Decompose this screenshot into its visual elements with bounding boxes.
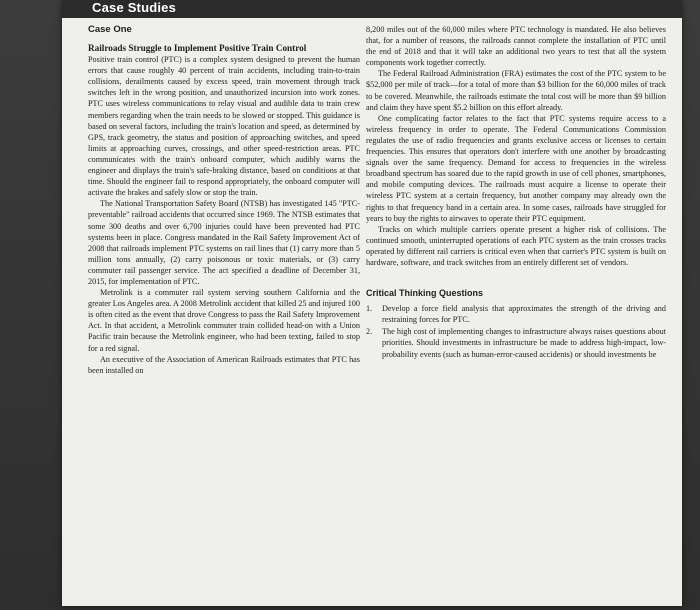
left-column xyxy=(88,24,360,376)
paragraph: Tracks on which multiple carriers operate present a higher risk of collisions. The continued smooth, uninterrupted operations of each PTC system as the train crosses tracks operated by different rail carriers is critical even when that carrier's PTC system is built on hardware, software, and track switches from an entirely different set of vendors. xyxy=(366,224,666,267)
paragraph: An executive of the Association of American Railroads estimates that PTC has been installed on xyxy=(88,354,360,375)
question-text: Develop a force field analysis that approximates the strength of the driving and restraining forces for PTC. xyxy=(382,304,666,325)
right-column xyxy=(366,24,666,361)
section-header-bar xyxy=(62,0,682,18)
case-title: Railroads Struggle to Implement Positive Train Control xyxy=(88,43,307,54)
question-number: 1. xyxy=(366,304,373,314)
case-label: Case One xyxy=(88,24,132,35)
paragraph: Metrolink is a commuter rail system serving southern California and the greater Los Angeles area. A 2008 Metrolink accident that killed 25 and injured 100 is often cited as the event that drove Congress to pass the Rail Safety Improvement Act. In that accident, a Metrolink commuter train collided head-on with a Union Pacific train because the Metrolink engineer, who had been texting, failed to stop for a red signal. xyxy=(88,288,360,353)
paragraph: 8,200 miles out of the 60,000 miles where PTC technology is mandated. He also believes that, for a number of reasons, the railroads cannot complete the installation of PTC until the end of 2018 and that it will take an additional two years to test that all the system components work together correctly. xyxy=(366,25,666,68)
questions-list xyxy=(366,303,666,359)
book-page xyxy=(62,0,682,606)
paragraph: The National Transportation Safety Board (NTSB) has investigated 145 "PTC-preventable" railroad accidents that occurred since 1969. The NTSB estimates that some 300 deaths and over 6,700 injuries could have been prevented had PTC systems been in place. Congress mandated in the Rail Safety Improvement Act of 2008 that railroads implement PTC systems on rail lines that (1) carry more than 5 million tons annually, (2) carry poisonous or toxic materials, or (3) carry commuter rail passenger service. The act specified a deadline of December 31, 2015, for implementation of PTC. xyxy=(88,199,360,286)
paragraph: The Federal Railroad Administration (FRA) estimates the cost of the PTC system to be $52,000 per mile of track—for a total of more than $3 billion for the 60,000 miles of track to be covered. Meanwhile, the railroads estimate the total cost will be more than $9 billion and claim they have spent $5.2 billion on this effort already. xyxy=(366,69,666,112)
paragraph: Positive train control (PTC) is a complex system designed to prevent the human errors that cause roughly 40 percent of train accidents, including train-to-train collisions, derailments caused by excess speed, train movement through track switches left in the wrong position, and unauthorized incursion into work zones. PTC uses wireless communications to relay visual and audible data to train crew members regarding when the train needs to be slowed or stopped. This guidance is based on several factors, including the train's location and speed, as determined by GPS, track geometry, the status and position of approaching switches, and speed limits at approaching curves, crossings, and other speed-restriction areas. PTC communicates with the train's onboard computer, which audibly warns the engineer and displays the train's safe-braking distance, based on conditions at that time. Should the engineer fail to respond appropriately, the onboard computer will activate the brakes and safely slow or stop the train. xyxy=(88,55,360,198)
question-item xyxy=(366,326,666,359)
questions-heading: Critical Thinking Questions xyxy=(366,288,484,299)
question-item xyxy=(366,303,666,325)
section-title: Case Studies xyxy=(92,0,177,15)
paragraph: One complicating factor relates to the fact that PTC systems require access to a wireless frequency in order to operate. The Federal Communications Commission regulates the use of radio frequencies and grants exclusive access or licenses to certain frequencies. This ensures that operators don't interfere with one another by broadcasting signals over the same frequency. Demand for access to frequencies in the wireless broadband spectrum has soared due to the rapid growth in use of cell phones, smartphones, and mobile computing devices. The railroads must acquire a license to operate their wireless PTC system at a certain frequency, but another company may already own the rights to that frequency band in a certain area. In some cases, railroads have struggled for years to buy the rights to airwaves to operate their PTC equipment. xyxy=(366,113,666,223)
question-number: 2. xyxy=(366,327,373,337)
question-text: The high cost of implementing changes to infrastructure always raises questions about priorities. Should investments in infrastructure be made to address high-impact, low-probability events (such as human-error-caused accidents) or should investments be xyxy=(382,327,666,359)
